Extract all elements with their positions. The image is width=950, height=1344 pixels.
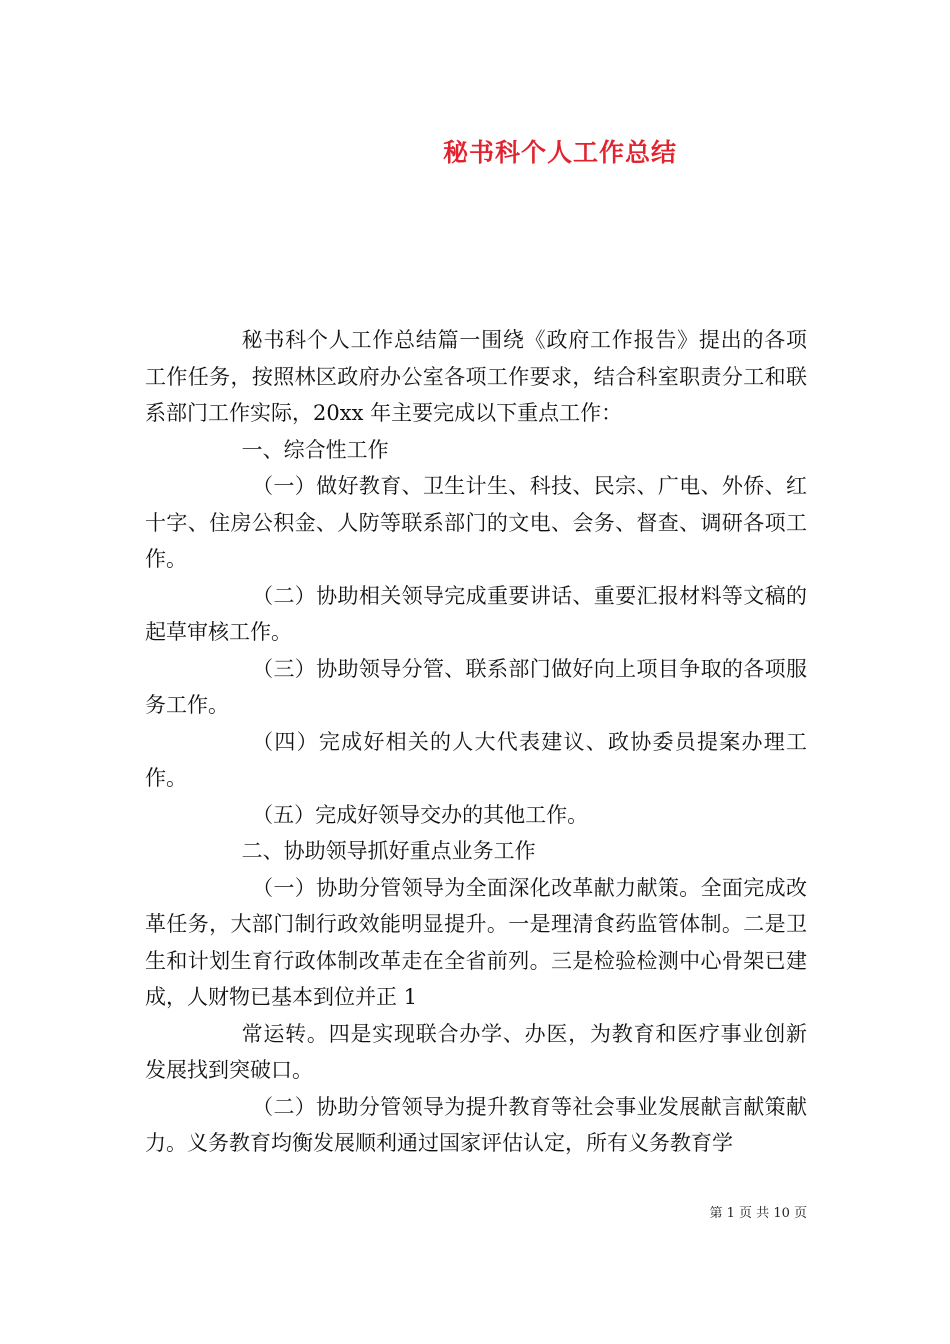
section-heading-2: 二、协助领导抓好重点业务工作 bbox=[241, 839, 536, 863]
section-heading-1: 一、综合性工作 bbox=[241, 437, 389, 462]
document-title: 秘书科个人工作总结 bbox=[442, 138, 677, 167]
paragraph-intro: 秘书科个人工作总结篇一围绕《政府工作报告》提出的各项工作任务，按照林区政府办公室各项工作要求，结合科室职责分工和联系部门工作实际，20xx 年主要完成以下重点工作： bbox=[145, 328, 807, 425]
paragraph-item-2-1: （一）协助分管领导为全面深化改革献力献策。全面完成改革任务，大部门制行政效能明显提升。一是理清食药监管体制。二是卫生和计划生育行政体制改革走在全省前列。三是检验检测中心骨架已建成，人财物已基本到位并正 1 bbox=[145, 875, 807, 1009]
paragraph-item-1-1: （一）做好教育、卫生计生、科技、民宗、广电、外侨、红十字、住房公积金、人防等联系部门的文电、会务、督查、调研各项工作。 bbox=[145, 474, 807, 571]
paragraph-item-1-4: （四）完成好相关的人大代表建议、政协委员提案办理工作。 bbox=[145, 729, 807, 790]
paragraph-item-2-1-cont: 常运转。四是实现联合办学、办医，为教育和医疗事业创新发展找到突破口。 bbox=[145, 1021, 807, 1082]
paragraph-item-2-2: （二）协助分管领导为提升教育等社会事业发展献言献策献力。义务教育均衡发展顺利通过国家评估认定，所有义务教育学 bbox=[145, 1094, 807, 1155]
paragraph-item-1-5: （五）完成好领导交办的其他工作。 bbox=[252, 802, 589, 827]
paragraph-item-1-2: （二）协助相关领导完成重要讲话、重要汇报材料等文稿的起草审核工作。 bbox=[145, 583, 807, 644]
page-number: 第 1 页 共 10 页 bbox=[709, 1206, 807, 1221]
paragraph-item-1-3: （三）协助领导分管、联系部门做好向上项目争取的各项服务工作。 bbox=[145, 656, 807, 717]
document-body bbox=[145, 322, 807, 1162]
